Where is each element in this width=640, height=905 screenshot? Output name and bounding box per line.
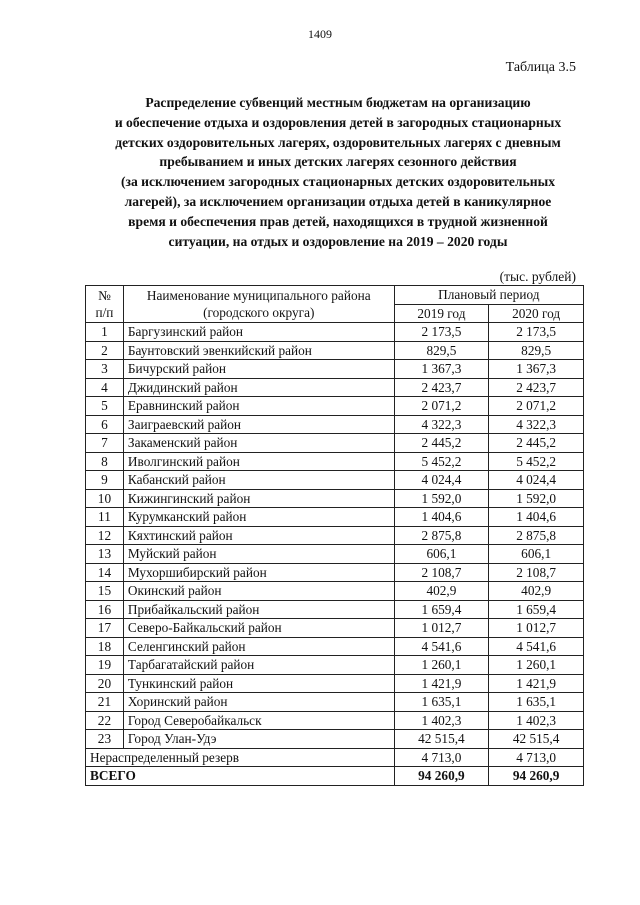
page-number: 1409 <box>308 27 332 41</box>
row-number: 5 <box>86 397 124 416</box>
row-2019: 5 452,2 <box>394 452 489 471</box>
title-line: лагерей), за исключением организации отдыха детей в каникулярное <box>124 193 552 209</box>
row-2019: 1 404,6 <box>394 508 489 527</box>
row-2020: 1 635,1 <box>489 693 584 712</box>
row-number: 19 <box>86 656 124 675</box>
row-name: Окинский район <box>123 582 394 601</box>
row-2019: 4 541,6 <box>394 637 489 656</box>
title-line: пребыванием и иных детских лагерях сезонного действия <box>159 154 517 170</box>
table-row <box>86 674 584 693</box>
total-2020: 94 260,9 <box>489 767 584 786</box>
row-2020: 606,1 <box>489 545 584 564</box>
row-name: Город Северобайкальск <box>123 711 394 730</box>
row-2020: 4 322,3 <box>489 415 584 434</box>
row-number: 4 <box>86 378 124 397</box>
row-2019: 2 071,2 <box>394 397 489 416</box>
row-2020: 2 173,5 <box>489 323 584 342</box>
units-note: (тыс. рублей) <box>499 269 576 284</box>
row-2019: 1 635,1 <box>394 693 489 712</box>
row-number: 7 <box>86 434 124 453</box>
row-2019: 402,9 <box>394 582 489 601</box>
header-period: Плановый период <box>394 286 583 305</box>
row-name: Иволгинский район <box>123 452 394 471</box>
reserve-2019: 4 713,0 <box>394 748 489 767</box>
row-name: Кяхтинский район <box>123 526 394 545</box>
row-2020: 2 423,7 <box>489 378 584 397</box>
row-number: 21 <box>86 693 124 712</box>
table-row <box>86 582 584 601</box>
row-number: 10 <box>86 489 124 508</box>
table-label: Таблица 3.5 <box>505 60 576 75</box>
row-2019: 1 592,0 <box>394 489 489 508</box>
row-2020: 5 452,2 <box>489 452 584 471</box>
row-2019: 1 012,7 <box>394 619 489 638</box>
table-row <box>86 378 584 397</box>
header-number-line1: № <box>98 287 111 303</box>
row-name: Джидинский район <box>123 378 394 397</box>
row-name: Кижингинский район <box>123 489 394 508</box>
row-name: Северо-Байкальский район <box>123 619 394 638</box>
row-2020: 2 071,2 <box>489 397 584 416</box>
row-2019: 2 173,5 <box>394 323 489 342</box>
row-2019: 2 108,7 <box>394 563 489 582</box>
table-row <box>86 619 584 638</box>
row-2019: 606,1 <box>394 545 489 564</box>
table-row <box>86 711 584 730</box>
header-name-line1: Наименование муниципального района <box>146 287 371 303</box>
table-row <box>86 545 584 564</box>
row-2020: 4 541,6 <box>489 637 584 656</box>
title-line: ситуации, на отдых и оздоровление на 2019 – 2020 годы <box>168 233 508 249</box>
row-number: 20 <box>86 674 124 693</box>
row-2019: 1 260,1 <box>394 656 489 675</box>
table-body <box>86 323 584 749</box>
header-row <box>86 286 584 305</box>
table-row <box>86 693 584 712</box>
row-name: Баргузинский район <box>123 323 394 342</box>
row-2020: 4 024,4 <box>489 471 584 490</box>
table-row <box>86 489 584 508</box>
row-name: Закаменский район <box>123 434 394 453</box>
row-2019: 1 367,3 <box>394 360 489 379</box>
row-2019: 2 423,7 <box>394 378 489 397</box>
row-name: Хоринский район <box>123 693 394 712</box>
row-name: Баунтовский эвенкийский район <box>123 341 394 360</box>
total-2019: 94 260,9 <box>394 767 489 786</box>
reserve-2020: 4 713,0 <box>489 748 584 767</box>
row-name: Бичурский район <box>123 360 394 379</box>
table-row <box>86 730 584 749</box>
row-name: Тункинский район <box>123 674 394 693</box>
table-row <box>86 526 584 545</box>
row-number: 23 <box>86 730 124 749</box>
row-2020: 1 659,4 <box>489 600 584 619</box>
row-number: 2 <box>86 341 124 360</box>
row-2020: 829,5 <box>489 341 584 360</box>
table-row <box>86 341 584 360</box>
total-row <box>86 767 584 786</box>
header-name <box>123 286 394 323</box>
row-2020: 2 445,2 <box>489 434 584 453</box>
row-name: Город Улан-Удэ <box>123 730 394 749</box>
row-name: Муйский район <box>123 545 394 564</box>
subvention-table <box>85 285 584 786</box>
row-number: 1 <box>86 323 124 342</box>
row-2020: 2 108,7 <box>489 563 584 582</box>
row-2019: 4 024,4 <box>394 471 489 490</box>
row-2020: 1 421,9 <box>489 674 584 693</box>
row-number: 11 <box>86 508 124 527</box>
row-number: 12 <box>86 526 124 545</box>
row-number: 22 <box>86 711 124 730</box>
row-number: 14 <box>86 563 124 582</box>
row-name: Заиграевский район <box>123 415 394 434</box>
row-name: Тарбагатайский район <box>123 656 394 675</box>
row-2020: 1 367,3 <box>489 360 584 379</box>
row-number: 16 <box>86 600 124 619</box>
reserve-label: Нераспределенный резерв <box>86 748 395 767</box>
row-number: 17 <box>86 619 124 638</box>
row-2019: 1 659,4 <box>394 600 489 619</box>
row-2019: 2 875,8 <box>394 526 489 545</box>
row-name: Прибайкальский район <box>123 600 394 619</box>
row-2019: 4 322,3 <box>394 415 489 434</box>
row-number: 6 <box>86 415 124 434</box>
title-line: (за исключением загородных стационарных детских оздоровительных <box>120 174 556 190</box>
table-row <box>86 360 584 379</box>
row-name: Мухоршибирский район <box>123 563 394 582</box>
row-2020: 402,9 <box>489 582 584 601</box>
total-label: ВСЕГО <box>86 767 395 786</box>
row-2020: 42 515,4 <box>489 730 584 749</box>
table-row <box>86 508 584 527</box>
row-2019: 1 402,3 <box>394 711 489 730</box>
table-row <box>86 637 584 656</box>
row-2019: 2 445,2 <box>394 434 489 453</box>
row-2019: 42 515,4 <box>394 730 489 749</box>
title-line: и обеспечение отдыха и оздоровления детей в загородных стационарных <box>114 114 562 130</box>
row-number: 8 <box>86 452 124 471</box>
table-row <box>86 563 584 582</box>
row-name: Селенгинский район <box>123 637 394 656</box>
row-number: 13 <box>86 545 124 564</box>
table-title <box>84 93 592 251</box>
row-2020: 1 260,1 <box>489 656 584 675</box>
title-line: время и обеспечения прав детей, находящихся в трудной жизненной <box>128 213 548 229</box>
row-2020: 2 875,8 <box>489 526 584 545</box>
row-2020: 1 592,0 <box>489 489 584 508</box>
row-number: 3 <box>86 360 124 379</box>
row-2020: 1 402,3 <box>489 711 584 730</box>
row-2020: 1 404,6 <box>489 508 584 527</box>
row-name: Кабанский район <box>123 471 394 490</box>
row-2019: 829,5 <box>394 341 489 360</box>
row-number: 15 <box>86 582 124 601</box>
reserve-row <box>86 748 584 767</box>
table-row <box>86 656 584 675</box>
header-number-line2: п/п <box>95 305 114 320</box>
row-number: 18 <box>86 637 124 656</box>
table-row <box>86 452 584 471</box>
table-row <box>86 471 584 490</box>
title-line: Распределение субвенций местным бюджетам на организацию <box>145 95 531 110</box>
row-name: Еравнинский район <box>123 397 394 416</box>
table-row <box>86 323 584 342</box>
table-row <box>86 600 584 619</box>
table-row <box>86 415 584 434</box>
table-row <box>86 397 584 416</box>
header-year-2020: 2020 год <box>489 304 584 323</box>
row-name: Курумканский район <box>123 508 394 527</box>
row-number: 9 <box>86 471 124 490</box>
table-row <box>86 434 584 453</box>
title-line: детских оздоровительных лагерях, оздоровительных лагерях с дневным <box>115 134 561 150</box>
header-name-line2: (городского округа) <box>203 305 315 320</box>
row-2020: 1 012,7 <box>489 619 584 638</box>
row-2019: 1 421,9 <box>394 674 489 693</box>
header-number <box>86 286 124 323</box>
header-year-2019: 2019 год <box>394 304 489 323</box>
